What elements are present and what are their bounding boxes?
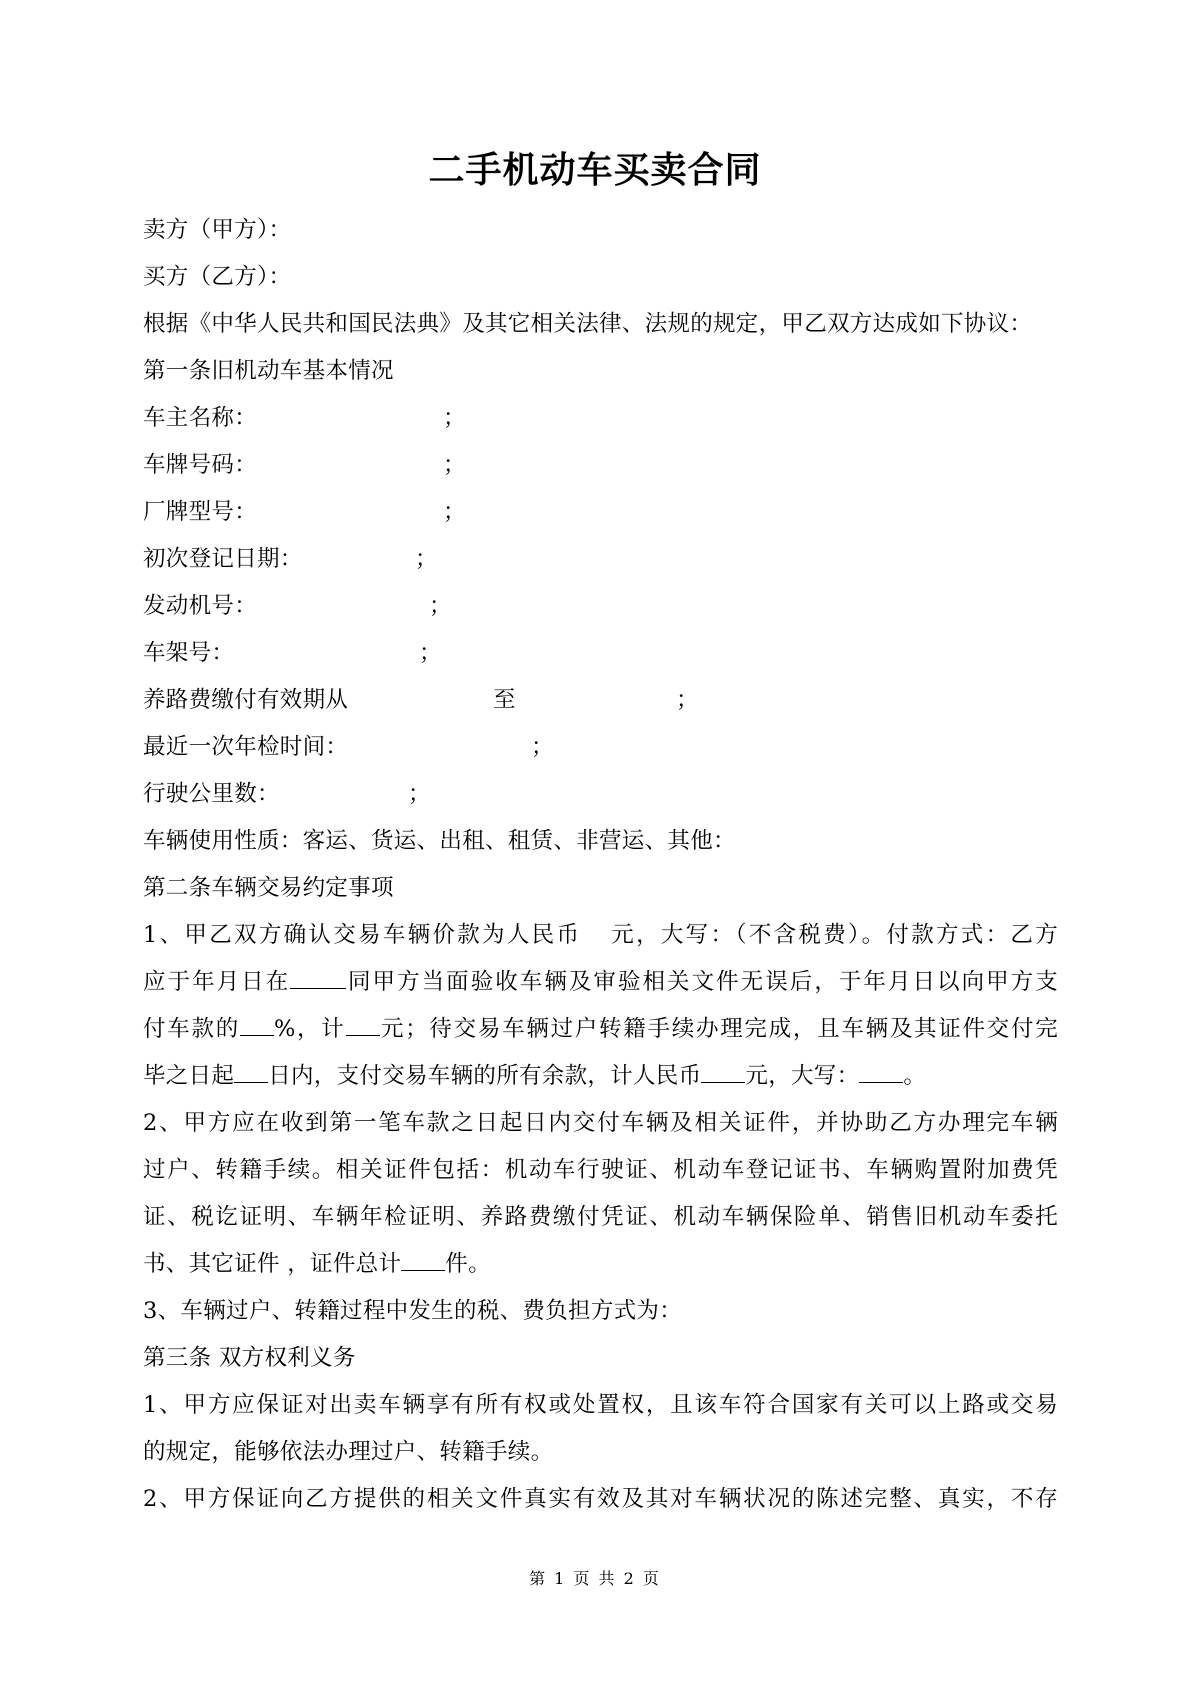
clause-text: 元；待交易车辆过户转籍手续办理完成，且车辆及其证件交付完: [379, 1016, 1059, 1042]
field-usage-type: 车辆使用性质：客运、货运、出租、租赁、非营运、其他：: [143, 828, 736, 854]
clause-text: 元，大写：: [745, 1063, 860, 1089]
buyer-line: 买方（乙方）：: [143, 264, 292, 290]
field-engine-number: [143, 583, 1058, 630]
clause-text: 书、其它证件 ，证件总计: [143, 1251, 402, 1277]
field-road-fee-validity: [143, 677, 1058, 724]
document-body: [143, 207, 1058, 1523]
field-frame-number: [143, 630, 1058, 677]
field-mileage: [143, 771, 1058, 818]
clause-text: 件。: [445, 1251, 491, 1277]
field-last-inspection: [143, 724, 1058, 771]
field-end: ；: [419, 640, 442, 666]
blank-underline: [346, 1013, 380, 1036]
article-3-heading: 第三条 双方权利义务: [143, 1345, 356, 1371]
clause-text: 。: [903, 1063, 927, 1089]
blank-underline: [701, 1060, 745, 1083]
field-plate-number: [143, 442, 1058, 489]
article-3-clause-2-line-1: 2、甲方保证向乙方提供的相关文件真实有效及其对车辆状况的陈述完整、真实，不存: [143, 1486, 1058, 1512]
article-2-clause-2-line-4: [143, 1241, 1058, 1288]
field-owner-name: [143, 395, 1058, 442]
blank-underline: [290, 966, 346, 989]
article-2-clause-1-line-2: [143, 959, 1058, 1006]
article-2-clause-2-line-1: 2、甲方应在收到第一笔车款之日起日内交付车辆及相关证件，并协助乙方办理完车辆: [143, 1110, 1058, 1136]
field-end: ；: [415, 546, 438, 572]
clause-text: 应于年月日在: [143, 969, 291, 995]
article-2-clause-1-line-4: [143, 1053, 1058, 1100]
field-label: 初次登记日期：: [143, 546, 303, 572]
article-3-clause-1-line-1: 1、甲方应保证对出卖车辆享有所有权或处置权，且该车符合国家有关可以上路或交易: [143, 1392, 1058, 1418]
blank-underline: [234, 1060, 268, 1083]
clause-text: 毕之日起: [143, 1063, 235, 1089]
article-2-heading: 第二条车辆交易约定事项: [143, 875, 394, 901]
field-label: 车牌号码：: [143, 452, 258, 478]
page-number-footer: 第 1 页 共 2 页: [529, 1569, 661, 1588]
clause-text: %，计: [273, 1016, 346, 1042]
blank-underline: [240, 1013, 274, 1036]
article-3-clause-1-line-2: 的规定，能够依法办理过户、转籍手续。: [143, 1439, 554, 1465]
clause-text: 付车款的: [143, 1016, 240, 1042]
clause-text: 日内，支付交易车辆的所有余款，计人民币: [268, 1063, 702, 1089]
article-1-heading: 第一条旧机动车基本情况: [143, 358, 394, 384]
field-label: 车主名称：: [143, 405, 258, 431]
field-label: 厂牌型号：: [143, 499, 258, 525]
article-2-clause-2-line-2: 过户、转籍手续。相关证件包括：机动车行驶证、机动车登记证书、车辆购置附加费凭: [143, 1157, 1058, 1183]
clause-text: 同甲方当面验收车辆及审验相关文件无误后，于年月日以向甲方支: [346, 969, 1058, 995]
field-end: ；: [531, 734, 554, 760]
article-2-clause-3: 3、车辆过户、转籍过程中发生的税、费负担方式为：: [143, 1298, 683, 1324]
seller-line: 卖方（甲方）：: [143, 217, 292, 243]
intro-paragraph: 根据《中华人民共和国民法典》及其它相关法律、法规的规定，甲乙双方达成如下协议：: [143, 311, 1033, 337]
document-title: 二手机动车买卖合同: [428, 150, 762, 191]
field-end: ；: [443, 405, 466, 431]
field-label: 养路费缴付有效期从: [143, 687, 349, 713]
field-end: ；: [408, 781, 431, 807]
field-first-registration: [143, 536, 1058, 583]
field-brand-model: [143, 489, 1058, 536]
article-2-clause-1-line-3: [143, 1006, 1058, 1053]
field-end: ；: [429, 593, 452, 619]
clause-text: 元，大写：（不含税费）。付款方式：乙方: [609, 922, 1059, 948]
article-2-clause-2-line-3: 证、税讫证明、车辆年检证明、养路费缴付凭证、机动车辆保险单、销售旧机动车委托: [143, 1204, 1058, 1230]
field-end: ；: [443, 452, 466, 478]
field-end: ；: [676, 687, 699, 713]
clause-text: 1、甲乙双方确认交易车辆价款为人民币: [143, 922, 582, 948]
blank-underline: [859, 1060, 903, 1083]
field-label: 行驶公里数：: [143, 781, 280, 807]
field-end: ；: [443, 499, 466, 525]
article-2-clause-1-line-1: [143, 912, 1058, 959]
field-mid: 至: [493, 687, 516, 713]
blank-underline: [401, 1248, 445, 1271]
field-label: 发动机号：: [143, 593, 258, 619]
field-label: 最近一次年检时间：: [143, 734, 349, 760]
field-label: 车架号：: [143, 640, 235, 666]
